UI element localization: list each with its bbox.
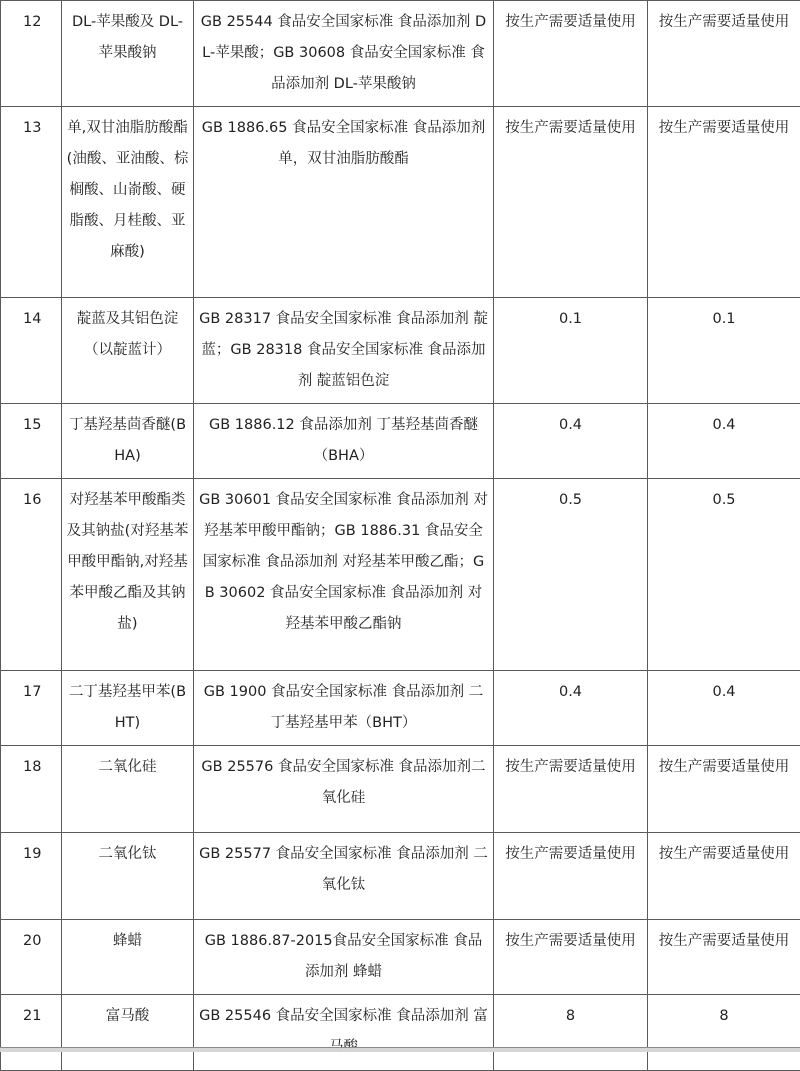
standard-cell: GB 30601 食品安全国家标准 食品添加剂 对羟基苯甲酸甲酯钠；GB 1886.31 食品安全国家标准 食品添加剂 对羟基苯甲酸乙酯；GB 30602 食品安全国家标准 食品添加剂 对羟基苯甲酸乙酯钠	[194, 479, 494, 671]
table-row	[1, 833, 800, 920]
additive-name-cell: 对羟基苯甲酸酯类及其钠盐(对羟基苯甲酸甲酯钠,对羟基苯甲酸乙酯及其钠盐)	[62, 479, 194, 671]
limit-cell-a: 按生产需要适量使用	[494, 833, 648, 920]
bottom-divider	[0, 1047, 800, 1052]
limit-cell-b: 0.4	[648, 671, 800, 746]
additive-name-cell: 二丁基羟基甲苯(BHT)	[62, 671, 194, 746]
row-number-cell: 17	[1, 671, 62, 746]
limit-cell-a: 0.5	[494, 479, 648, 671]
limit-cell-b: 0.4	[648, 404, 800, 479]
table-row	[1, 920, 800, 995]
standard-cell: GB 25546 食品安全国家标准 食品添加剂 富	[194, 995, 494, 1071]
additive-name-cell: 二氧化硅	[62, 746, 194, 833]
table-row	[1, 1, 800, 107]
limit-cell-a: 按生产需要适量使用	[494, 746, 648, 833]
row-number-cell: 19	[1, 833, 62, 920]
limit-cell-b: 按生产需要适量使用	[648, 107, 800, 298]
table-row	[1, 479, 800, 671]
standard-cell: GB 1886.12 食品添加剂 丁基羟基茴香醚（BHA）	[194, 404, 494, 479]
row-number-cell: 13	[1, 107, 62, 298]
standard-cell: GB 28317 食品安全国家标准 食品添加剂 靛蓝；GB 28318 食品安全国家标准 食品添加剂 靛蓝铝色淀	[194, 298, 494, 404]
additive-name-cell: 丁基羟基茴香醚(BHA)	[62, 404, 194, 479]
limit-cell-a: 按生产需要适量使用	[494, 107, 648, 298]
standard-cell: GB 1886.87-2015食品安全国家标准 食品添加剂 蜂蜡	[194, 920, 494, 995]
limit-cell-b: 按生产需要适量使用	[648, 746, 800, 833]
limit-cell-b: 0.1	[648, 298, 800, 404]
additive-name-cell: 富马酸	[62, 995, 194, 1071]
table-row	[1, 995, 800, 1071]
table-row	[1, 107, 800, 298]
row-number-cell: 15	[1, 404, 62, 479]
limit-cell-a: 0.4	[494, 671, 648, 746]
standard-cell: GB 25576 食品安全国家标准 食品添加剂二氧化硅	[194, 746, 494, 833]
standard-cell: GB 25577 食品安全国家标准 食品添加剂 二氧化钛	[194, 833, 494, 920]
limit-cell-b: 按生产需要适量使用	[648, 1, 800, 107]
row-number-cell: 18	[1, 746, 62, 833]
row-number-cell: 12	[1, 1, 62, 107]
limit-cell-b: 按生产需要适量使用	[648, 920, 800, 995]
additive-name-cell: DL-苹果酸及 DL-苹果酸钠	[62, 1, 194, 107]
standard-cell: GB 25544 食品安全国家标准 食品添加剂 DL-苹果酸；GB 30608 食品安全国家标准 食品添加剂 DL-苹果酸钠	[194, 1, 494, 107]
limit-cell-a: 0.1	[494, 298, 648, 404]
limit-cell-b: 按生产需要适量使用	[648, 833, 800, 920]
table-row	[1, 671, 800, 746]
row-number-cell: 21	[1, 995, 62, 1071]
limit-cell-a: 0.4	[494, 404, 648, 479]
row-number-cell: 20	[1, 920, 62, 995]
additive-name-cell: 单,双甘油脂肪酸酯(油酸、亚油酸、棕榈酸、山嵛酸、硬脂酸、月桂酸、亚麻酸)	[62, 107, 194, 298]
additive-name-cell: 二氧化钛	[62, 833, 194, 920]
standard-cell: GB 1886.65 食品安全国家标准 食品添加剂 单，双甘油脂肪酸酯	[194, 107, 494, 298]
table-row	[1, 746, 800, 833]
standard-cell: GB 1900 食品安全国家标准 食品添加剂 二丁基羟基甲苯（BHT）	[194, 671, 494, 746]
limit-cell-a: 按生产需要适量使用	[494, 920, 648, 995]
limit-cell-b: 0.5	[648, 479, 800, 671]
limit-cell-a: 8	[494, 995, 648, 1071]
limit-cell-a: 按生产需要适量使用	[494, 1, 648, 107]
row-number-cell: 14	[1, 298, 62, 404]
table-row	[1, 298, 800, 404]
table-row	[1, 404, 800, 479]
additive-name-cell: 靛蓝及其铝色淀（以靛蓝计）	[62, 298, 194, 404]
limit-cell-b: 8	[648, 995, 800, 1071]
row-number-cell: 16	[1, 479, 62, 671]
additive-name-cell: 蜂蜡	[62, 920, 194, 995]
